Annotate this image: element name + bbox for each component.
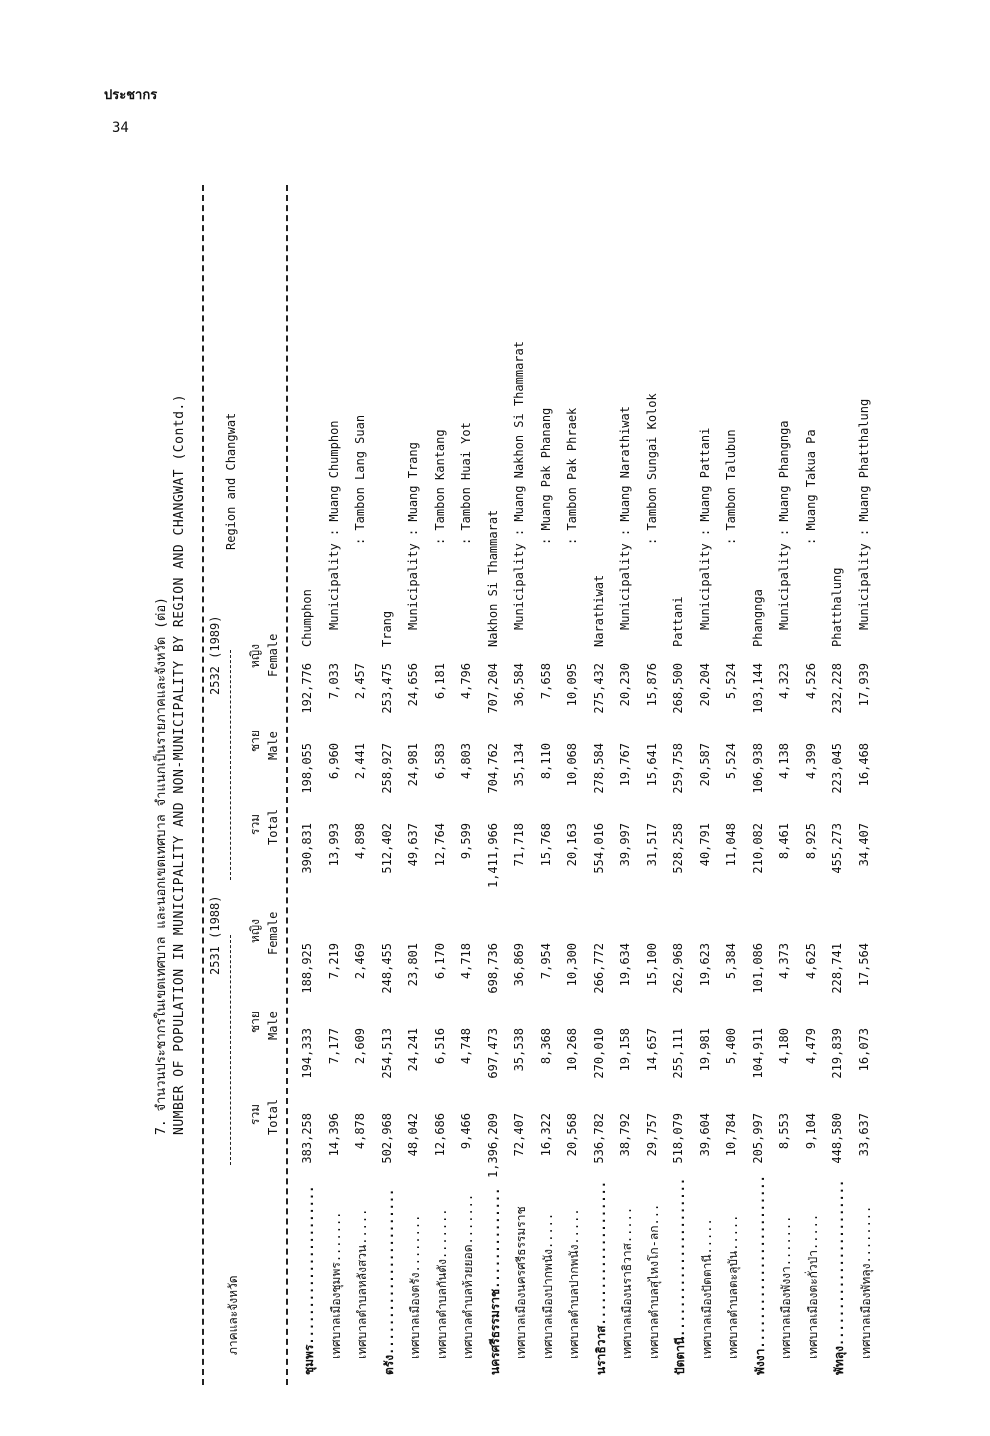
section-header: ประชากร [104,88,158,103]
row-label-thai: เทศบาลเมืองตะกั่วป่า..... [805,1213,820,1359]
year2-rule [230,650,231,880]
row-label-en: : Tambon Pak Phraek [565,407,579,545]
row-value: 455,273 [830,823,844,874]
sub-female-thai-2: หญิง [248,644,262,668]
row-label-en: Chumphon [300,589,314,647]
row-value: 31,517 [644,823,659,867]
row-value: 10,068 [565,743,579,787]
row-label-en: : Muang Pak Phanang [538,407,553,545]
sub-total-en-1: Total [266,1098,280,1135]
row-value: 8,925 [803,823,818,860]
row-value: 104,911 [750,1028,765,1079]
row-value: 4,898 [353,823,367,860]
row-value: 536,782 [591,1113,606,1164]
row-value: 253,475 [379,663,394,714]
row-value: 4,138 [777,743,791,780]
row-label-en: Municipality : Muang Trang [406,442,420,630]
table-title-thai: 7. จำนวนประชากรในเขตเทศบาล และนอกเขตเทศบาล จำแนกเป็นรายภาคและจังหวัด (ต่อ) [154,597,169,1135]
row-value: 266,772 [591,943,606,994]
row-value: 7,033 [326,663,341,700]
row-value: 198,055 [300,743,314,794]
row-value: 106,938 [750,743,765,794]
row-value: 8,553 [777,1113,791,1150]
row-value: 19,634 [618,943,632,987]
year2-label: 2532 (1989) [208,615,222,695]
row-label-en: : Tambon Talubun [724,429,738,545]
row-value: 2,441 [353,743,367,780]
row-value: 12,764 [432,823,447,867]
row-label-thai: เทศบาลตำบลหลังสวน..... [355,1208,369,1359]
row-value: 15,768 [538,823,553,867]
row-value: 262,968 [671,943,685,994]
row-label-en: : Muang Takua Pa [803,429,818,545]
row-value: 5,524 [724,663,738,700]
row-label-en: : Tambon Kantang [432,429,447,545]
row-value: 5,384 [724,943,738,980]
row-value: 270,010 [591,1028,606,1079]
row-value: 4,625 [803,943,818,980]
row-value: 2,457 [353,663,367,700]
row-label-thai: เทศบาลเมืองพัทลุง........ [858,1205,873,1359]
row-value: 4,526 [803,663,818,700]
row-value: 254,513 [379,1028,394,1079]
row-value: 2,609 [353,1028,367,1065]
sub-male-thai-2: ชาย [248,730,262,752]
row-value: 101,086 [750,943,765,994]
row-value: 72,407 [512,1113,526,1157]
row-value: 19,158 [618,1028,632,1072]
row-value: 20,204 [697,663,712,707]
row-value: 258,927 [379,743,394,794]
row-value: 16,468 [856,743,871,787]
row-value: 36,584 [512,663,526,707]
row-value: 29,757 [644,1113,659,1157]
row-value: 10,095 [565,663,579,707]
sub-male-en-2: Male [266,731,280,760]
row-label-thai: ปัตตานี...................... [673,1177,687,1375]
row-value: 34,407 [856,823,871,867]
row-value: 9,599 [459,823,473,860]
row-label-en: : Tambon Huai Yot [459,422,473,545]
row-label-thai: เทศบาลตำบลห้วยยอด....... [461,1193,475,1359]
row-value: 49,637 [406,823,420,867]
row-value: 6,960 [326,743,341,780]
row-value: 7,219 [326,943,341,980]
row-value: 14,657 [644,1028,659,1072]
row-value: 35,538 [512,1028,526,1072]
row-value: 4,748 [459,1028,473,1065]
row-value: 10,300 [565,943,579,987]
row-value: 6,583 [432,743,447,780]
year1-label: 2531 (1988) [208,895,222,975]
row-value: 6,516 [432,1028,447,1065]
row-label-en: Narathiwat [591,574,606,647]
row-value: 38,792 [618,1113,632,1157]
row-value: 4,796 [459,663,473,700]
row-value: 4,323 [777,663,791,700]
row-value: 7,658 [538,663,553,700]
row-value: 2,469 [353,943,367,980]
row-value: 275,432 [591,663,606,714]
row-value: 4,479 [803,1028,818,1065]
row-value: 6,181 [432,663,447,700]
row-value: 39,604 [697,1113,712,1157]
row-value: 16,073 [856,1028,871,1072]
row-value: 40,791 [697,823,712,867]
row-value: 4,180 [777,1028,791,1065]
row-value: 9,466 [459,1113,473,1150]
rotated-table [150,185,910,1385]
row-label-en: Nakhon Si Thammarat [485,509,500,647]
row-value: 512,402 [379,823,394,874]
row-label-thai: นครศรีธรรมราช.............. [487,1187,502,1375]
row-label-thai: พัทลุง....................... [832,1179,846,1375]
col-region-thai: ภาคและจังหวัด [226,1275,240,1355]
row-label-thai: พังงา........................ [752,1175,767,1375]
row-value: 1,411,966 [485,823,500,889]
row-value: 255,111 [671,1028,685,1079]
row-label-thai: นราธิวาส.................... [593,1180,608,1375]
table-title-en: NUMBER OF POPULATION IN MUNICIPALITY AND NON-MUNICIPALITY BY REGION AND CHANGWAT (Contd.) [172,393,187,1135]
row-value: 448,580 [830,1113,844,1164]
row-value: 19,981 [697,1028,712,1072]
row-label-en: Municipality : Muang Narathiwat [618,406,632,630]
row-value: 15,876 [644,663,659,707]
row-value: 194,333 [300,1028,314,1079]
row-label-en: Municipality : Muang Chumphon [326,420,341,630]
row-value: 248,455 [379,943,394,994]
row-value: 71,718 [512,823,526,867]
sub-male-thai-1: ชาย [248,1011,262,1033]
row-label-en: : Tambon Lang Suan [353,414,367,545]
row-value: 228,741 [830,943,844,994]
row-value: 9,104 [803,1113,818,1150]
row-value: 24,981 [406,743,420,787]
row-value: 390,831 [300,823,314,874]
row-value: 5,524 [724,743,738,780]
row-label-thai: เทศบาลเมืองตรัง........ [408,1214,422,1359]
row-label-thai: เทศบาลตำบลกันตัง....... [434,1208,449,1359]
col-region-en: Region and Changwat [224,412,238,550]
row-value: 1,396,209 [485,1113,500,1179]
row-value: 210,082 [750,823,765,874]
row-value: 17,939 [856,663,871,707]
header-rule [286,185,288,1385]
row-value: 518,079 [671,1113,685,1164]
row-value: 205,997 [750,1113,765,1164]
page-number: 34 [112,120,129,136]
row-value: 10,268 [565,1028,579,1072]
row-value: 19,767 [618,743,632,787]
row-label-thai: เทศบาลตำบลปากพนัง..... [567,1208,581,1359]
row-label-thai: เทศบาลเมืองปากพนัง..... [540,1212,555,1359]
row-value: 704,762 [485,743,500,794]
row-value: 24,656 [406,663,420,707]
row-value: 707,204 [485,663,500,714]
sub-total-thai-2: รวม [248,813,262,835]
row-value: 16,322 [538,1113,553,1157]
row-value: 14,396 [326,1113,341,1157]
row-value: 5,400 [724,1028,738,1065]
row-value: 8,461 [777,823,791,860]
row-value: 15,100 [644,943,659,987]
row-value: 232,228 [830,663,844,714]
row-value: 13,993 [326,823,341,867]
row-value: 19,623 [697,943,712,987]
row-value: 278,584 [591,743,606,794]
row-label-thai: เทศบาลเมืองนราธิวาส..... [620,1206,634,1359]
row-value: 20,230 [618,663,632,707]
sub-male-en-1: Male [266,1011,280,1040]
row-value: 4,878 [353,1113,367,1150]
row-value: 7,954 [538,943,553,980]
row-value: 8,110 [538,743,553,780]
row-value: 20,568 [565,1113,579,1157]
row-label-en: Phatthalung [830,567,844,647]
row-value: 6,170 [432,943,447,980]
row-value: 35,134 [512,743,526,787]
row-value: 268,500 [671,663,685,714]
row-label-thai: เทศบาลเมืองนครศรีธรรมราช [514,1206,528,1359]
row-value: 11,048 [724,823,738,867]
row-label-en: Municipality : Muang Pattani [697,427,712,630]
sub-female-en-1: Female [266,911,280,955]
row-value: 4,718 [459,943,473,980]
row-value: 502,968 [379,1113,394,1164]
year1-rule [230,935,231,1165]
row-value: 24,241 [406,1028,420,1072]
row-value: 188,925 [300,943,314,994]
row-value: 383,258 [300,1113,314,1164]
row-value: 4,803 [459,743,473,780]
row-value: 698,736 [485,943,500,994]
row-label-thai: เทศบาลเมืองปัตตานี..... [699,1218,714,1359]
row-value: 223,045 [830,743,844,794]
row-value: 48,042 [406,1113,420,1157]
row-value: 17,564 [856,943,871,987]
row-value: 7,177 [326,1028,341,1065]
row-value: 192,776 [300,663,314,714]
row-value: 20,163 [565,823,579,867]
row-label-thai: เทศบาลตำบลตะลุบัน..... [726,1214,740,1359]
row-label-thai: เทศบาลเมืองพังงา....... [779,1215,793,1359]
row-value: 4,373 [777,943,791,980]
sub-total-en-2: Total [266,808,280,845]
row-value: 23,801 [406,943,420,987]
row-value: 103,144 [750,663,765,714]
row-value: 554,016 [591,823,606,874]
row-value: 697,473 [485,1028,500,1079]
row-value: 33,637 [856,1113,871,1157]
row-value: 259,758 [671,743,685,794]
row-label-thai: เทศบาลเมืองชุมพร....... [328,1211,343,1359]
sub-female-en-2: Female [266,633,280,677]
row-label-en: Municipality : Muang Phatthalung [856,398,871,630]
row-value: 10,784 [724,1113,738,1157]
row-value: 8,368 [538,1028,553,1065]
row-value: 36,869 [512,943,526,987]
sub-female-thai-1: หญิง [248,919,262,943]
row-label-thai: ตรัง....................... [381,1188,396,1375]
row-value: 15,641 [644,743,659,787]
row-value: 528,258 [671,823,685,874]
row-value: 219,839 [830,1028,844,1079]
sub-total-thai-1: รวม [248,1103,262,1125]
row-label-thai: เทศบาลตำบลสุไหงโก-ลก... [646,1203,661,1359]
row-value: 4,399 [803,743,818,780]
row-label-en: : Tambon Sungai Kolok [644,393,659,545]
row-value: 20,587 [697,743,712,787]
row-value: 39,997 [618,823,632,867]
top-rule [202,185,204,1385]
row-label-en: Municipality : Muang Phangnga [777,420,791,630]
row-label-thai: ชุมพร...................... [302,1185,316,1375]
row-label-en: Pattani [671,596,685,647]
row-value: 12,686 [432,1113,447,1157]
row-label-en: Municipality : Muang Nakhon Si Thammarat [512,341,526,630]
row-label-en: Phangnga [750,589,765,647]
row-label-en: Trang [379,610,394,647]
